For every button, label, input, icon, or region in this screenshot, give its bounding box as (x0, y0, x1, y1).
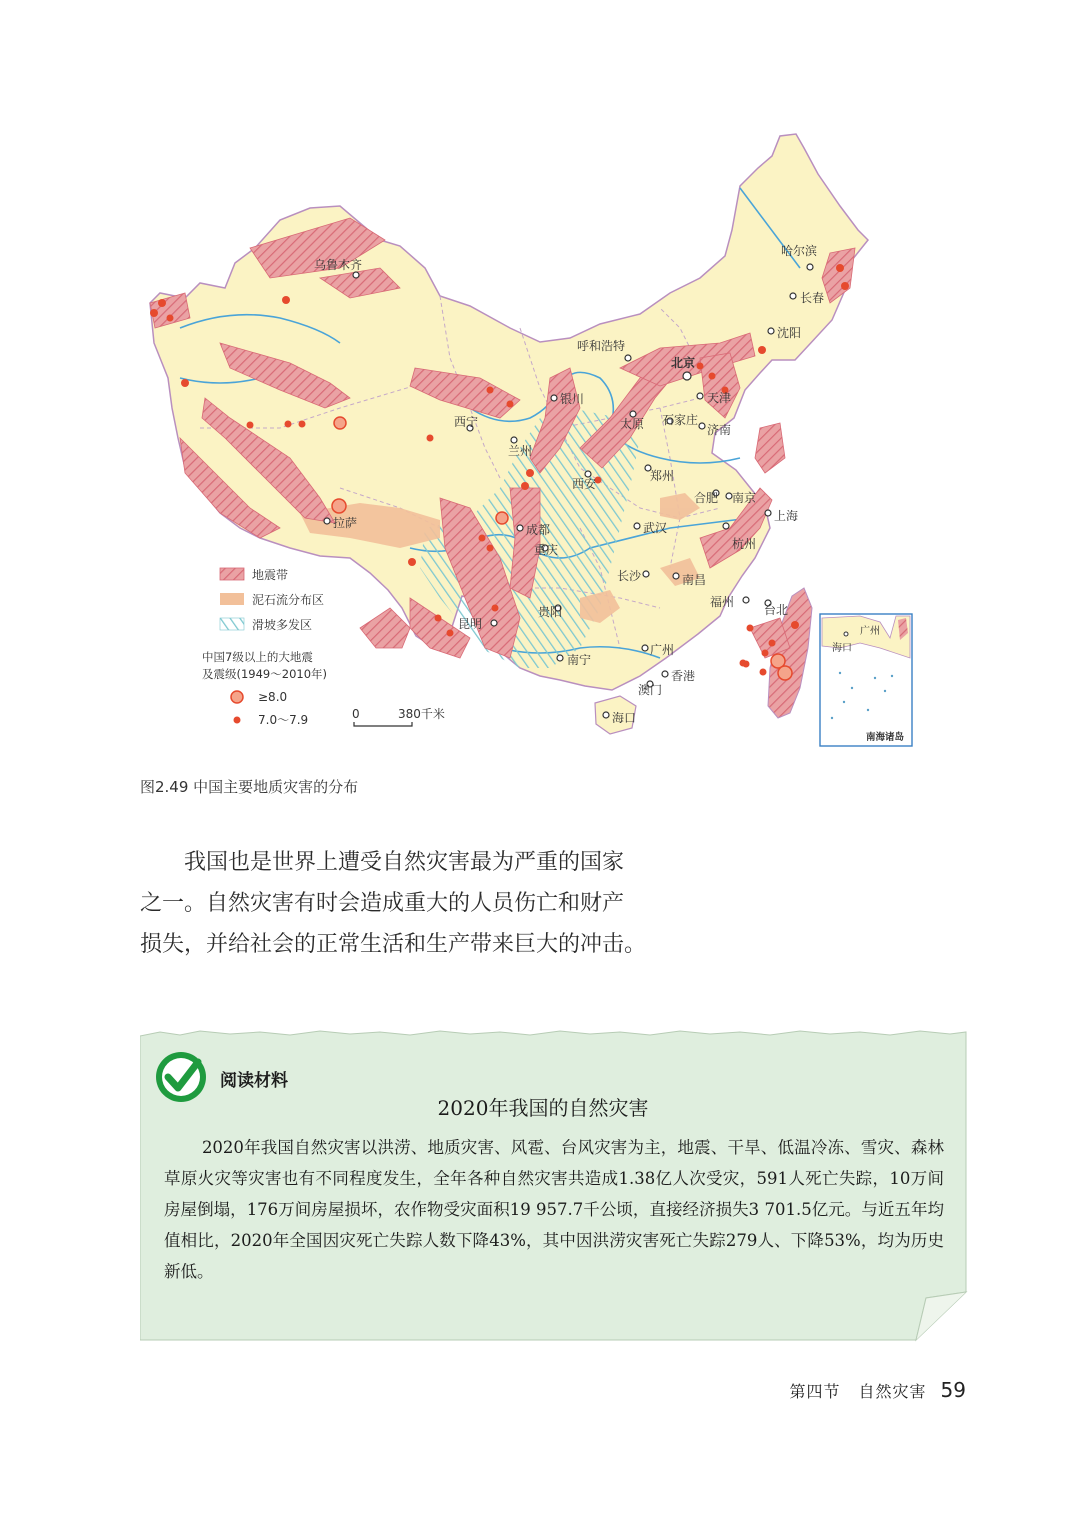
legend-small-quake-icon (234, 717, 241, 724)
reading-material-box (140, 1030, 968, 1342)
page-number: 59 (940, 1378, 966, 1402)
city-label: 哈尔滨 (781, 244, 818, 258)
disaster-map-figure (140, 128, 930, 760)
scale-bar (352, 706, 445, 726)
china-disaster-map (140, 128, 930, 760)
reading-title: 2020年我国的自然灾害 (437, 1096, 649, 1120)
city-label: 南京 (732, 491, 757, 505)
reading-paragraph: 2020年我国自然灾害以洪涝、地质灾害、风雹、台风灾害为主，地震、干旱、低温冷冻、雪灾、森林草原火灾等灾害也有不同程度发生，全年各种自然灾害共造成1.38亿人次受灾，591人死亡失踪，10万间房屋倒塌，176万间房屋损坏，农作物受灾面积19 957.7千公顷，直接经济损失3 701.5亿元。与近五年均值相比，2020年全国因灾死亡失踪人数下降43%，其中因洪涝灾害死亡失踪279人、下降53%，均为历史新低。 (164, 1138, 944, 1281)
body-paragraph (140, 842, 700, 965)
city-label: 香港 (671, 669, 696, 683)
city-label: 太原 (620, 417, 645, 431)
city-label: 北京 (671, 356, 696, 370)
city-label: 合肥 (694, 491, 719, 505)
city-label: 济南 (707, 423, 732, 437)
city-label: 西宁 (454, 415, 479, 429)
reading-body (164, 1132, 944, 1287)
city-label: 上海 (774, 509, 799, 523)
figure-caption: 图2.49 中国主要地质灾害的分布 (140, 778, 359, 796)
city-label: 西安 (572, 477, 597, 491)
city-label: 银川 (560, 392, 585, 406)
city-label: 昆明 (458, 617, 483, 631)
legend-seismic-swatch (220, 568, 244, 580)
legend-quake-title: 及震级(1949～2010年) (202, 667, 328, 681)
city-label: 天津 (707, 391, 732, 405)
legend-debris-label: 泥石流分布区 (252, 593, 325, 607)
legend-quake-title: 中国7级以上的大地震 (202, 650, 313, 664)
city-label: 武汉 (643, 521, 668, 535)
city-label: 南宁 (567, 653, 592, 667)
body-line: 我国也是世界上遭受自然灾害最为严重的国家 (184, 850, 625, 875)
reading-label: 阅读材料 (220, 1071, 288, 1091)
body-line: 损失，并给社会的正常生活和生产带来巨大的冲击。 (140, 932, 647, 957)
city-label: 贵阳 (538, 605, 563, 619)
legend-large-quake-icon (231, 691, 243, 703)
city-label: 杭州 (732, 537, 757, 551)
city-label: 重庆 (534, 543, 559, 557)
city-label: 郑州 (650, 469, 675, 483)
city-label: 澳门 (638, 683, 663, 697)
scale-zero: 0 (352, 707, 360, 721)
city-label: 成都 (526, 523, 551, 537)
map-legend (202, 567, 327, 727)
city-label: 沈阳 (777, 326, 802, 340)
inset-city-label: 广州 (860, 626, 880, 637)
city-label: 广州 (650, 643, 675, 657)
city-label: 石家庄 (662, 413, 699, 427)
scale-distance: 380千米 (398, 707, 445, 721)
legend-landslide-label: 滑坡多发区 (252, 618, 313, 632)
city-label: 南昌 (682, 573, 707, 587)
city-label: 福州 (710, 595, 735, 609)
footer-topic: 自然灾害 (858, 1382, 927, 1401)
footer-section: 第四节 (789, 1382, 841, 1401)
legend-seismic-label: 地震带 (252, 568, 289, 582)
city-label: 海口 (612, 711, 637, 725)
city-label: 台北 (764, 603, 789, 617)
body-line: 之一。自然灾害有时会造成重大的人员伤亡和财产 (140, 891, 625, 916)
legend-debris-swatch (220, 593, 244, 605)
city-label: 长春 (800, 291, 825, 305)
inset-title: 南海诸岛 (866, 732, 905, 743)
city-label: 拉萨 (333, 516, 358, 530)
legend-small-quake-label: 7.0～7.9 (258, 713, 309, 727)
city-label: 兰州 (508, 444, 533, 458)
page-footer (790, 1378, 966, 1402)
city-label: 呼和浩特 (577, 339, 626, 353)
legend-landslide-swatch (220, 618, 244, 630)
city-label: 长沙 (617, 569, 642, 583)
legend-large-quake-label: ≥8.0 (258, 690, 288, 704)
inset-city-label: 海口 (832, 643, 852, 654)
city-label: 乌鲁木齐 (314, 258, 363, 272)
south-china-sea-inset (820, 614, 912, 746)
